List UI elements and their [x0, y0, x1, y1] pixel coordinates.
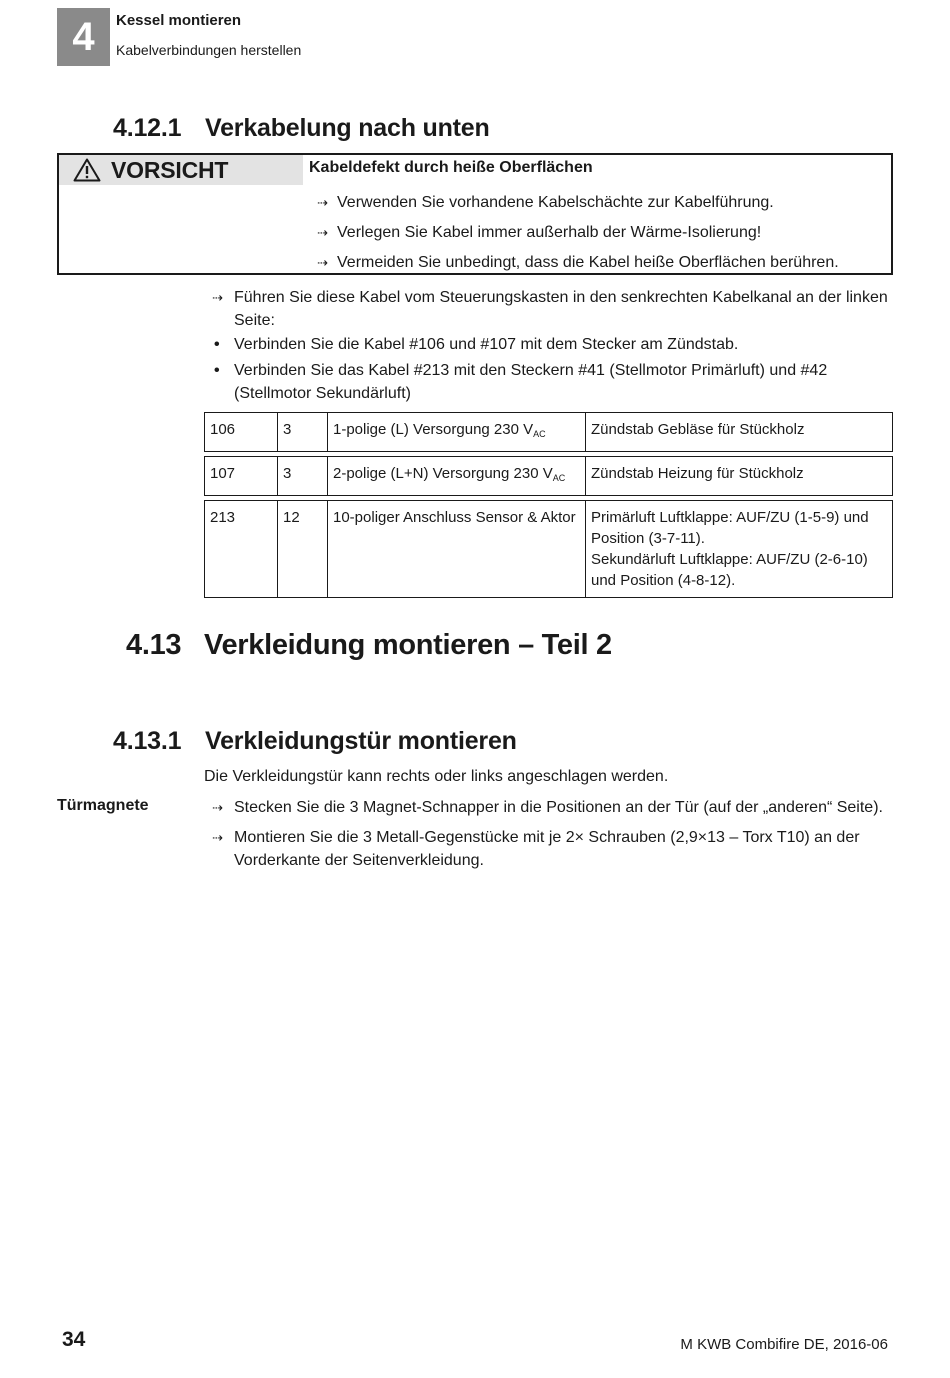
cable-description: Zündstab Heizung für Stückholz [586, 457, 893, 496]
arrow-icon: ⇢ [317, 225, 328, 240]
cable-description: Zündstab Gebläse für Stückholz [586, 413, 893, 452]
cable-id: 106 [205, 413, 278, 452]
caution-item: ⇢ Vermeiden Sie unbedingt, dass die Kabel heiße Oberflächen berühren. [317, 254, 839, 271]
caution-list [317, 188, 839, 278]
table-row [205, 413, 893, 452]
cable-table-213 [204, 500, 893, 598]
caution-title: Kabeldefekt durch heiße Oberflächen [309, 159, 593, 176]
table-row [205, 501, 893, 598]
intro-text: Die Verkleidungstür kann rechts oder links angeschlagen werden. [204, 768, 669, 785]
cable-table-107 [204, 456, 893, 496]
section-heading-4-13-1 [113, 727, 713, 759]
cable-id: 213 [205, 501, 278, 598]
caution-label [59, 155, 303, 185]
cable-type: 2-polige (L+N) Versorgung 230 $V_{AC}$ [328, 457, 586, 496]
chapter-subtitle: Kabelverbindungen herstellen [116, 42, 302, 58]
cable-pins: 3 [278, 413, 328, 452]
arrow-icon: ⇢ [317, 195, 328, 210]
table-row [205, 457, 893, 496]
section-heading-4-12-1 [113, 114, 713, 146]
cable-pins: 12 [278, 501, 328, 598]
bullet-icon: • [214, 362, 220, 379]
section-number: 4.13.1 [113, 727, 182, 755]
section-title: Verkabelung nach unten [205, 114, 490, 142]
side-label: Türmagnete [57, 797, 149, 814]
section-number: 4.12.1 [113, 114, 182, 142]
cable-description: Primärluft Luftklappe: AUF/ZU (1-5-9) und Position (3-7-11). Sekundärluft Luftklappe: AUF/ZU (2-6-10) und Position (4-8-12). [586, 501, 893, 598]
instruction-step: ⇢ Stecken Sie die 3 Magnet-Schnapper in die Positionen an der Tür (auf der „anderen“ Seite). [212, 796, 892, 819]
section-heading-4-13 [126, 629, 826, 665]
warning-triangle-icon [73, 158, 101, 182]
chapter-number-box: 4 [57, 8, 110, 66]
bullet-item: • Verbinden Sie das Kabel #213 mit den Steckern #41 (Stellmotor Primärluft) und #42 (Stellmotor Sekundärluft) [214, 359, 894, 405]
arrow-icon: ⇢ [317, 255, 328, 270]
document-reference: M KWB Combifire DE, 2016-06 [680, 1336, 888, 1353]
instruction-step: ⇢ Führen Sie diese Kabel vom Steuerungskasten in den senkrechten Kabelkanal an der linken Seite: [212, 286, 892, 332]
arrow-icon: ⇢ [212, 830, 223, 845]
bullet-item: • Verbinden Sie die Kabel #106 und #107 mit dem Stecker am Zündstab. [214, 333, 894, 356]
cable-table-106 [204, 412, 893, 452]
section-title: Verkleidungstür montieren [205, 727, 517, 755]
cable-pins: 3 [278, 457, 328, 496]
cable-type: 1-polige (L) Versorgung 230 $V_{AC}$ [328, 413, 586, 452]
caution-item: ⇢ Verwenden Sie vorhandene Kabelschächte zur Kabelführung. [317, 194, 774, 211]
chapter-title: Kessel montieren [116, 12, 242, 29]
bullet-icon: • [214, 336, 220, 353]
cable-id: 107 [205, 457, 278, 496]
cable-type: 10-poliger Anschluss Sensor & Aktor [328, 501, 586, 598]
caution-box [57, 153, 893, 275]
section-title: Verkleidung montieren – Teil 2 [204, 629, 612, 661]
caution-item: ⇢ Verlegen Sie Kabel immer außerhalb der Wärme-Isolierung! [317, 224, 762, 241]
caution-label-text: VORSICHT [111, 156, 229, 183]
section-number: 4.13 [126, 629, 182, 661]
arrow-icon: ⇢ [212, 290, 223, 305]
page-number: 34 [62, 1328, 86, 1351]
instruction-step: ⇢ Montieren Sie die 3 Metall-Gegenstücke mit je 2× Schrauben (2,9×13 – Torx T10) an der Vorderkante der Seitenverkleidung. [212, 826, 892, 872]
arrow-icon: ⇢ [212, 800, 223, 815]
